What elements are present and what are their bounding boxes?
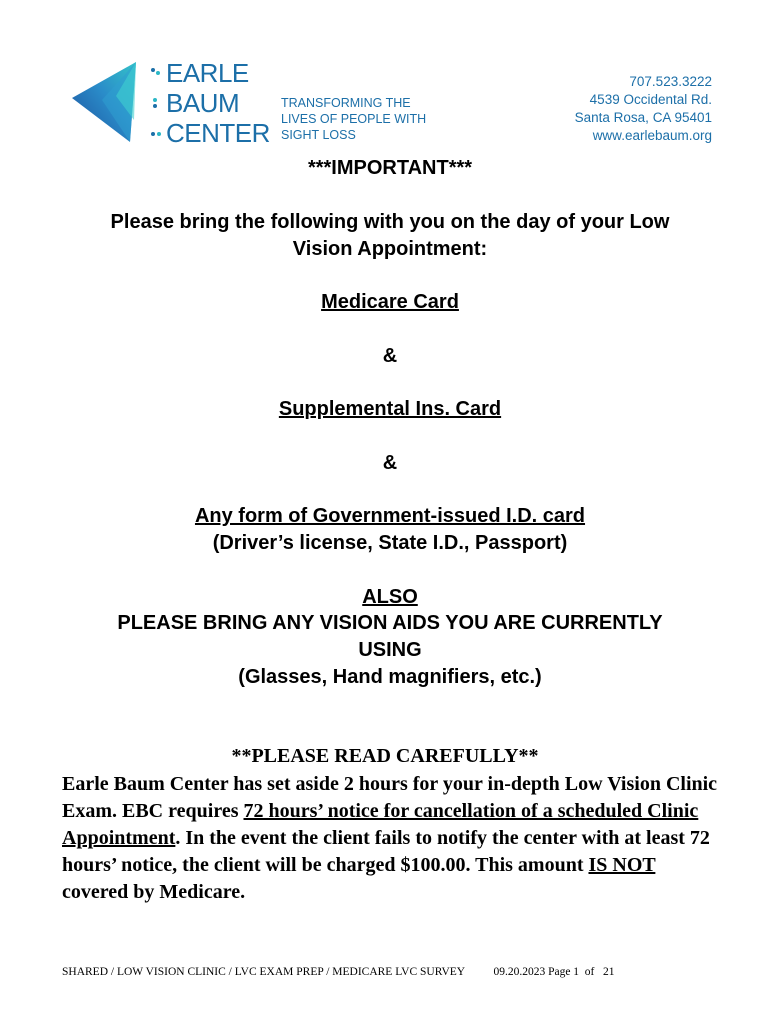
item-supplemental-card: Supplemental Ins. Card — [278, 398, 502, 420]
logo-word-center: CENTER — [150, 118, 270, 148]
item-medicare-card: Medicare Card — [321, 291, 459, 313]
logo-dots-icon — [150, 94, 164, 112]
read-carefully-heading: **PLEASE READ CAREFULLY** — [231, 745, 539, 767]
item-government-id-detail: (Driver’s license, State I.D., Passport) — [212, 532, 568, 554]
ampersand-1: & — [382, 345, 398, 367]
vision-aids-detail: (Glasses, Hand magnifiers, etc.) — [238, 666, 542, 688]
page-footer — [62, 966, 615, 978]
footer-date-page: 09.20.2023 Page 1 of 21 — [493, 966, 615, 978]
footer-path: SHARED / LOW VISION CLINIC / LVC EXAM PREP / MEDICARE LVC SURVEY — [62, 966, 465, 978]
intro-line-2: Vision Appointment: — [292, 238, 488, 260]
contact-city: Santa Rosa, CA 95401 — [574, 110, 712, 125]
vision-aids-line-1: PLEASE BRING ANY VISION AIDS YOU ARE CURRENTLY — [117, 612, 663, 634]
logo-word-baum: BAUM — [150, 88, 270, 118]
logo-wordmark — [150, 58, 270, 148]
contact-address: 4539 Occidental Rd. — [589, 92, 712, 107]
cancellation-policy-paragraph: Earle Baum Center has set aside 2 hours for your in-depth Low Vision Clinic Exam. EBC requires 72 hours’ notice for cancellation of a scheduled Clinic Appointment. In the event the client fails to notify the center with at least 72 hours’ notice, the client will be charged $100.00. This amount IS NOT covered by Medicare. — [62, 773, 718, 903]
also-heading: ALSO — [362, 586, 418, 608]
contact-website: www.earlebaum.org — [592, 128, 712, 143]
contact-block — [575, 73, 712, 145]
item-government-id: Any form of Government-issued I.D. card — [194, 505, 586, 527]
ampersand-2: & — [382, 452, 398, 474]
cancellation-notice-emphasis: 72 hours’ notice for cancellation of a scheduled Clinic Appointment — [62, 800, 699, 849]
not-covered-emphasis: IS NOT — [588, 854, 656, 876]
vision-aids-line-2: USING — [358, 639, 422, 661]
important-heading: ***IMPORTANT*** — [307, 157, 473, 179]
contact-phone: 707.523.3222 — [629, 74, 712, 89]
logo-word-earle: EARLE — [150, 58, 270, 88]
logo-dots-icon — [150, 64, 164, 82]
logo-mark-icon — [72, 60, 138, 144]
tagline: TRANSFORMING THE LIVES OF PEOPLE WITH SIGHT LOSS — [281, 96, 427, 142]
logo-dots-icon — [150, 124, 164, 142]
intro-line-1: Please bring the following with you on the day of your Low — [110, 211, 670, 233]
